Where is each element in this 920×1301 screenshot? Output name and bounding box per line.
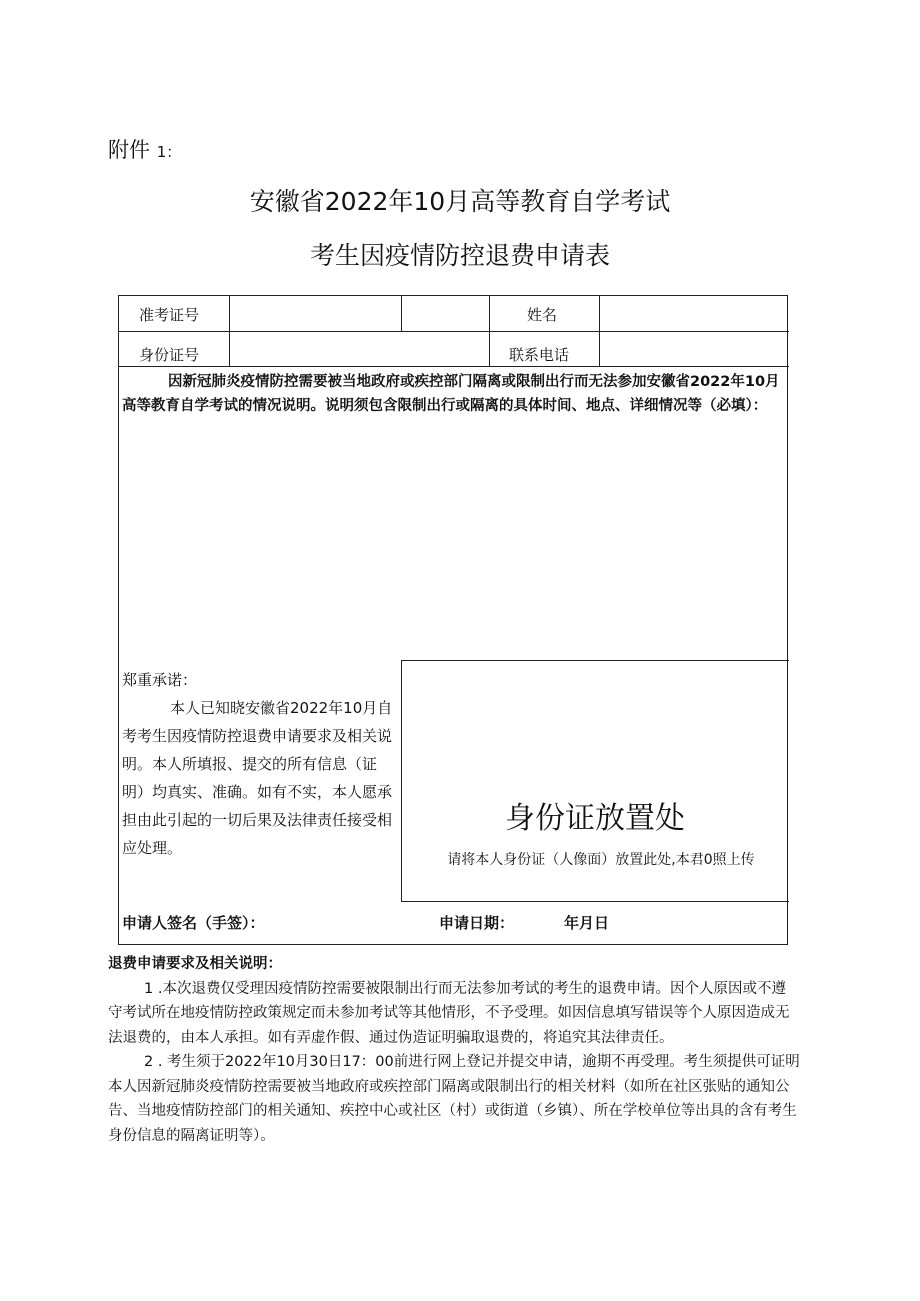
phone-field[interactable] [600, 332, 788, 365]
pledge-title: 郑重承诺： [122, 671, 198, 689]
attachment-label [108, 134, 181, 164]
id-number-label: 身份证号 [139, 346, 200, 364]
exam-number-label: 准考证号 [139, 306, 200, 324]
attachment-text: 附件 [108, 138, 150, 162]
attachment-number: 1： [156, 143, 182, 161]
name-field[interactable] [600, 297, 788, 330]
date-value: 年月日 [564, 914, 610, 932]
id-card-placement-title: 身份证放置处 [505, 801, 685, 836]
id-number-field[interactable] [230, 332, 488, 365]
form-title-line2: 考生因疫情防控退费申请表 [309, 241, 610, 270]
notes-section [108, 952, 800, 1148]
date-label: 申请日期： [439, 914, 515, 932]
exam-number-field-extra[interactable] [402, 297, 488, 330]
pledge-section [122, 666, 399, 862]
exam-number-field[interactable] [230, 297, 400, 330]
application-form-table [118, 295, 788, 945]
name-label: 姓名 [527, 306, 558, 324]
note-item-1: 1 .本次退费仅受理因疫情防控需要被限制出行而无法参加考试的考生的退费申请。因个人原因或不遵守考试所在地疫情防控政策规定而未参加考试等其他情形，不予受理。如因信息填写错误等个人原因造成无法退费的，由本人承担。如有弄虚作假、通过伪造证明骗取退费的，将追究其法律责任。 [108, 980, 790, 1046]
note-item-2: 2 . 考生须于2022年10月30日17：00前进行网上登记并提交申请，逾期不再受理。考生须提供可证明本人因新冠肺炎疫情防控需要被当地政府或疾控部门隔离或限制出行的相关材料（如所在社区张贴的通知公告、当地疫情防控部门的相关通知、疾控中心或社区（村）或街道（乡镇）、所在学校单位等出具的含有考生身份信息的隔离证明等）。 [108, 1054, 800, 1144]
phone-label: 联系电话 [509, 346, 570, 364]
form-title-line1: 安徽省2022年10月高等教育自学考试 [249, 187, 671, 216]
id-card-placement-hint: 请将本人身份证（人像面）放置此处,本君0照上传 [447, 852, 755, 868]
situation-description-text: 因新冠肺炎疫情防控需要被当地政府或疾控部门隔离或限制出行而无法参加安徽省2022年10月高等教育自学考试的情况说明。说明须包含限制出行或隔离的具体时间、地点、详细情况等（必填）： [122, 374, 780, 414]
notes-heading: 退费申请要求及相关说明： [108, 956, 282, 972]
situation-description[interactable] [122, 370, 786, 418]
pledge-text: 本人已知晓安徽省2022年10月自考考生因疫情防控退费申请要求及相关说明。本人所填报、提交的所有信息（证明）均真实、准确。如有不实，本人愿承担由此引起的一切后果及法律责任接受相应处理。 [122, 699, 393, 857]
signature-label: 申请人签名（手签）： [122, 914, 265, 932]
